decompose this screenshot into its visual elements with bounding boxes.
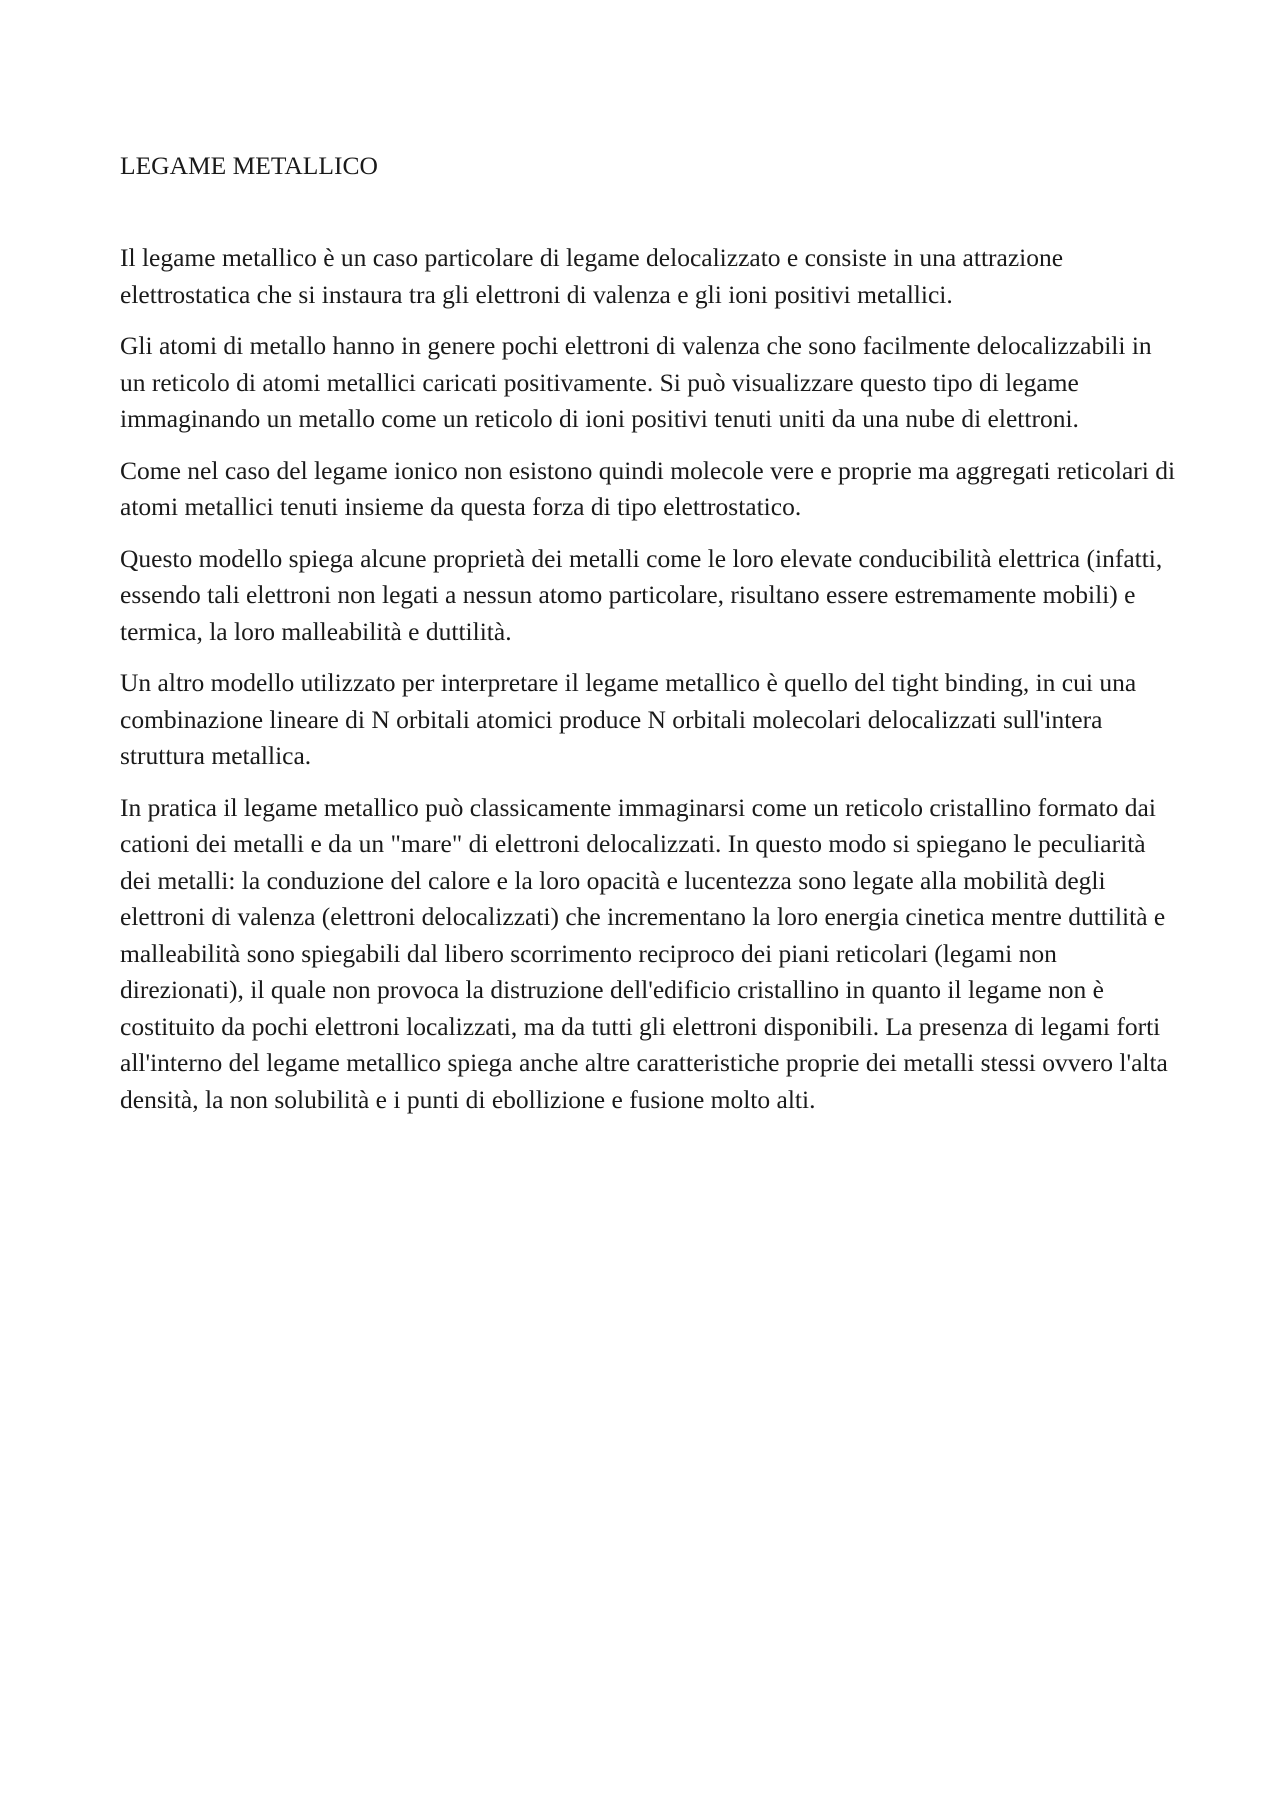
paragraph-valence-electrons: Gli atomi di metallo hanno in genere pochi elettroni di valenza che sono facilmente delocalizzabili in un reticolo di atomi metallici caricati positivamente. Si può visualizzare questo tipo di legame immaginando un metallo come un reticolo di ioni positivi tenuti uniti da una nube di elettroni. — [120, 331, 1152, 433]
paragraph-practical-model: In pratica il legame metallico può classicamente immaginarsi come un reticolo cristallino formato dai cationi dei metalli e da un "mare" di elettroni delocalizzati. In questo modo si spiegano le peculiarità dei metalli: la conduzione del calore e la loro opacità e lucentezza sono legate alla mobilità degli elettroni di valenza (elettroni delocalizzati) che incrementano la loro energia cinetica mentre duttilità e malleabilità sono spiegabili dal libero scorrimento reciproco dei piani reticolari (legami non direzionati), il quale non provoca la distruzione dell'edificio cristallino in quanto il legame non è costituito da pochi elettroni localizzati, ma da tutti gli elettroni disponibili. La presenza di legami forti all'interno del legame metallico spiega anche altre caratteristiche proprie dei metalli stessi ovvero l'alta densità, la non solubilità e i punti di ebollizione e fusione molto alti. — [120, 792, 1168, 1114]
paragraph-ionic-comparison: Come nel caso del legame ionico non esistono quindi molecole vere e proprie ma aggregati reticolari di atomi metallici tenuti insieme da questa forza di tipo elettrostatico. — [120, 455, 1176, 521]
paragraph-tight-binding: Un altro modello utilizzato per interpretare il legame metallico è quello del tight binding, in cui una combinazione lineare di N orbitali atomici produce N orbitali molecolari delocalizzati sull'intera struttura metallica. — [120, 668, 1137, 770]
document-body — [120, 148, 1180, 1133]
paragraph-intro: Il legame metallico è un caso particolare di legame delocalizzato e consiste in una attrazione elettrostatica che si instaura tra gli elettroni di valenza e gli ioni positivi metallici. — [120, 243, 1064, 309]
document-title: LEGAME METALLICO — [120, 151, 378, 180]
paragraph-properties: Questo modello spiega alcune proprietà dei metalli come le loro elevate conducibilità elettrica (infatti, essendo tali elettroni non legati a nessun atomo particolare, risultano essere estremamente mobili) e termica, la loro malleabilità e duttilità. — [120, 543, 1163, 646]
